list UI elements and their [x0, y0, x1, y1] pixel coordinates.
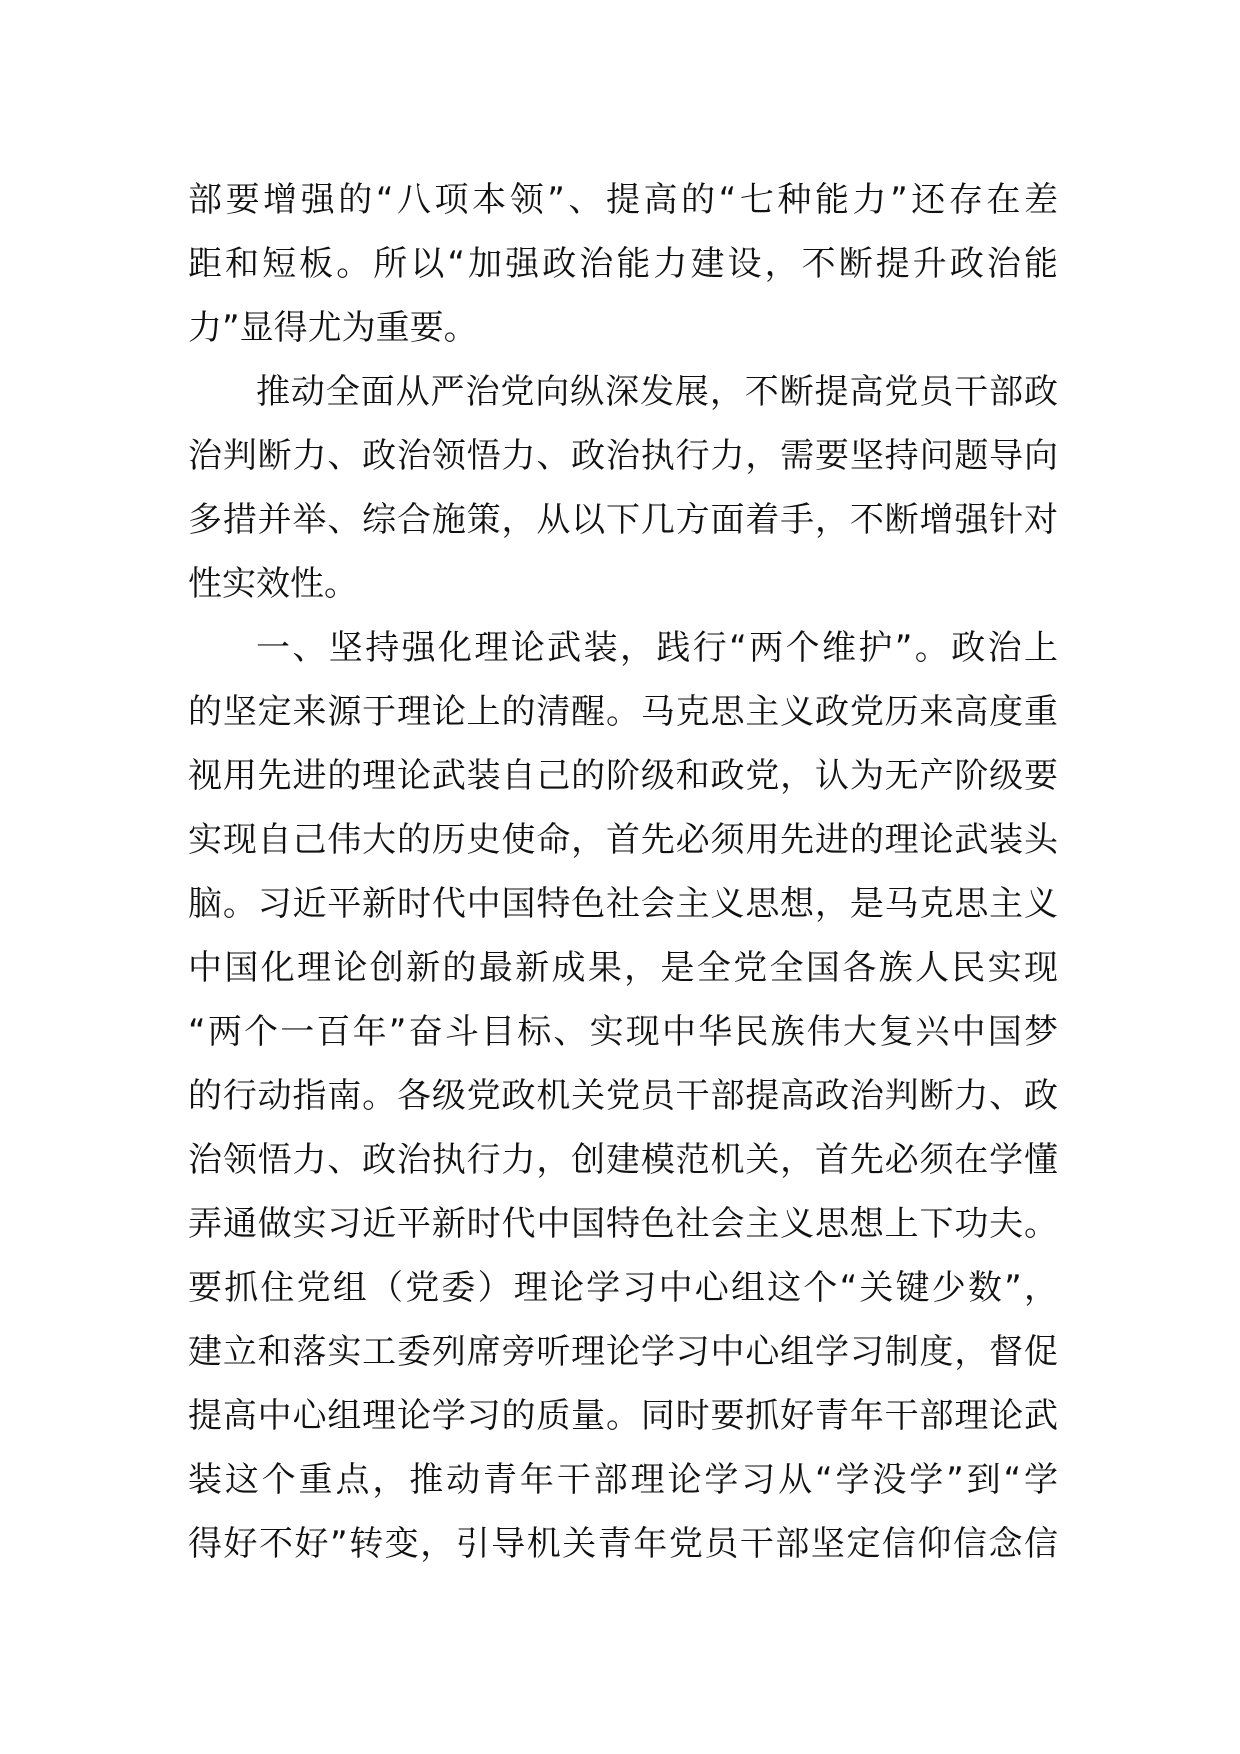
text-line: 得好不好”转变，引导机关青年党员干部坚定信仰信念信 — [188, 1524, 1058, 1564]
text-line: 的坚定来源于理论上的清醒。马克思主义政党历来高度重 — [188, 692, 1058, 732]
text-line: “两个一百年”奋斗目标、实现中华民族伟大复兴中国梦 — [188, 1012, 1058, 1052]
text-line: 提高中心组理论学习的质量。同时要抓好青年干部理论武 — [188, 1396, 1058, 1436]
text-line: 多措并举、综合施策，从以下几方面着手，不断增强针对 — [188, 500, 1058, 540]
text-line: 推动全面从严治党向纵深发展，不断提高党员干部政 — [256, 372, 1058, 412]
text-line: 一、坚持强化理论武装，践行“两个维护”。政治上 — [256, 628, 1058, 668]
text-line: 实现自己伟大的历史使命，首先必须用先进的理论武装头 — [188, 820, 1058, 860]
text-line: 距和短板。所以“加强政治能力建设，不断提升政治能 — [188, 244, 1058, 284]
text-line: 部要增强的“八项本领”、提高的“七种能力”还存在差 — [188, 180, 1058, 220]
text-line: 中国化理论创新的最新成果，是全党全国各族人民实现 — [188, 948, 1058, 988]
text-line: 治领悟力、政治执行力，创建模范机关，首先必须在学懂 — [188, 1140, 1058, 1180]
text-line: 脑。习近平新时代中国特色社会主义思想，是马克思主义 — [188, 884, 1058, 924]
text-line: 性实效性。 — [188, 564, 358, 604]
text-line: 治判断力、政治领悟力、政治执行力，需要坚持问题导向 — [188, 436, 1058, 476]
text-line: 视用先进的理论武装自己的阶级和政党，认为无产阶级要 — [188, 756, 1058, 796]
text-line: 力”显得尤为重要。 — [188, 308, 478, 348]
text-line: 的行动指南。各级党政机关党员干部提高政治判断力、政 — [188, 1076, 1058, 1116]
document-page — [188, 168, 1058, 1576]
text-line: 弄通做实习近平新时代中国特色社会主义思想上下功夫。 — [188, 1204, 1058, 1244]
text-line: 要抓住党组（党委）理论学习中心组这个“关键少数”， — [188, 1268, 1058, 1308]
text-line: 装这个重点，推动青年干部理论学习从“学没学”到“学 — [188, 1460, 1058, 1500]
text-line: 建立和落实工委列席旁听理论学习中心组学习制度，督促 — [188, 1332, 1058, 1372]
